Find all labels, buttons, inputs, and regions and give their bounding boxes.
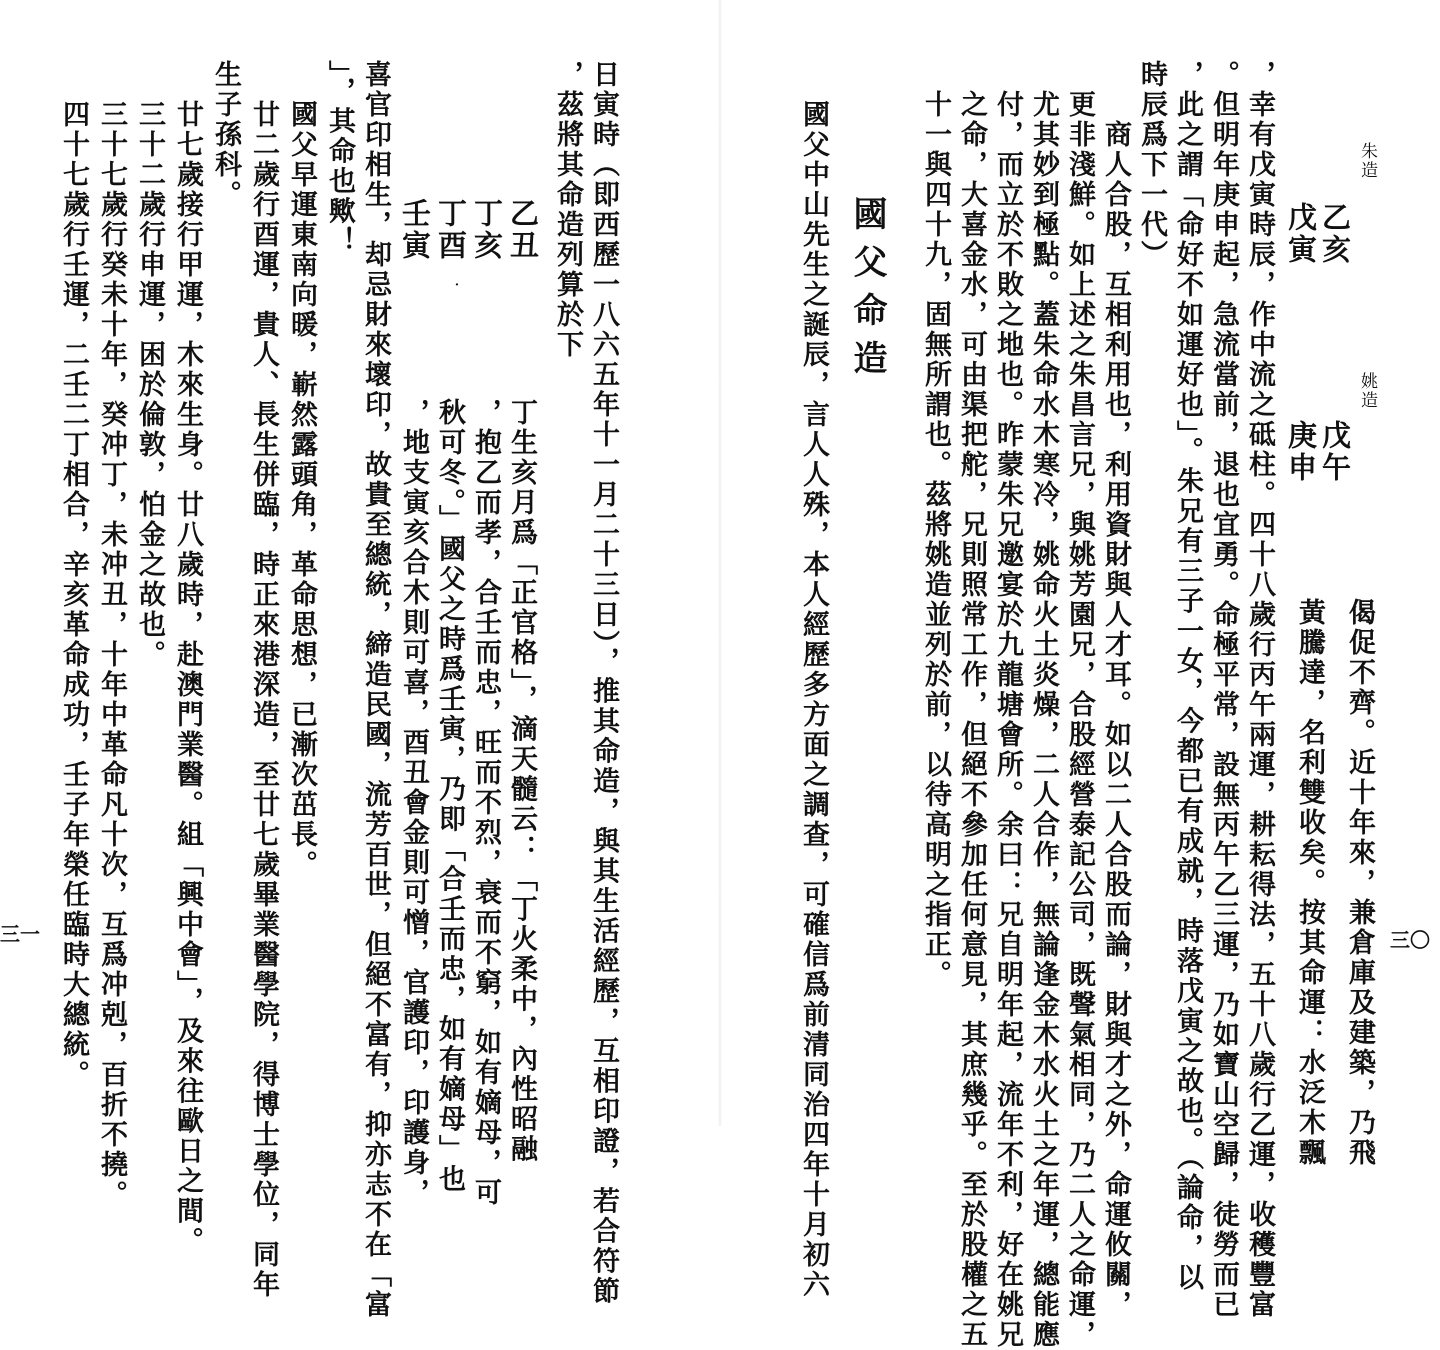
right-paragraph-line: 。但明年庚申起，急流當前，退也宜勇。命極平常，設無丙午乙三運，乃如寶山空歸，徒勞而已 [1208, 60, 1239, 1320]
right-paragraph-line: 時辰爲下一代） [1136, 60, 1167, 270]
right-paragraph-line: 付，而立於不敗之地也。昨蒙朱兄邀宴於九龍塘會所。余曰：兄自明年起，流年不利，好在姚兄 [992, 90, 1023, 1350]
right-paragraph-line: 之命，大喜金水，可由渠把舵，兄則照常工作，但絕不參加任何意見，其庶幾乎。至於股權之五 [956, 90, 987, 1350]
career-line: 三十七歲行癸未十年，癸冲丁，未冲丑，十年中革命凡十次，互爲冲剋，百折不撓。 [96, 100, 127, 1210]
career-line: 廿七歲接行甲運，木來生身。廿八歲時，赴澳門業醫。組「興中會」，及來往歐日之間。 [172, 100, 203, 1257]
career-line: 生子孫科。 [210, 60, 241, 210]
birth-year-pillar: 乙丑 [506, 198, 540, 262]
career-line: 三十二歲行申運，困於倫敦，怕金之故也。 [134, 100, 165, 670]
section-text-line: 國父中山先生之誕辰，言人人殊，本人經歷多方面之調查，可確信爲前清同治四年十月初六 [798, 100, 829, 1300]
page-gutter [718, 0, 722, 1126]
page-number-right: 三〇 [1390, 928, 1430, 952]
analysis-line: 秋可冬。」國父之時爲壬寅，乃即「合壬而忠，如有嫡母」也 [434, 398, 465, 1195]
intro-line: ，茲將其命造列算於下 [552, 60, 583, 360]
career-line: 廿二歲行酉運，貴人、長生併臨，時正來港深造，至廿七歲畢業醫學院，得博士學位，同年 [248, 100, 279, 1300]
page-number-left: 三一 [0, 922, 40, 946]
career-line: 四十七歲行壬運，二壬二丁相合，辛亥革命成功，壬子年榮任臨時大總統。 [58, 100, 89, 1090]
birth-hour-pillar: 壬寅 [398, 198, 432, 262]
yao-hour-pillar: 庚申 [1284, 420, 1318, 484]
right-paragraph-line: 十一與四十九，固無所謂也。茲將姚造並列於前，以待高明之指正。 [920, 90, 951, 990]
analysis-line: 喜官印相生，却忌財來壞印，故貴至總統，締造民國，流芳百世，但絕不富有，抑亦志不在「富 [360, 60, 391, 1320]
right-paragraph-line: 商人合股，互相利用也，利用資財與人才耳。如以二人合股而論，財與才之外，命運攸關， [1100, 120, 1131, 1320]
right-paragraph-line: 更非淺鮮。如上述之朱昌言兄，與姚芳園兄，合股經營泰記公司，既聲氣相同，乃二人之命運， [1064, 90, 1095, 1350]
right-paragraph-line: 偈促不齊。近十年來，兼倉庫及建築，乃飛 [1344, 598, 1375, 1168]
analysis-line: 丁生亥月爲「正官格」，滴天髓云：「丁火柔中，內性昭融 [506, 398, 537, 1165]
section-title: 國父命造 [847, 196, 887, 388]
right-paragraph-line: ，幸有戊寅時辰，作中流之砥柱。四十八歲行丙午兩運，耕耘得法，五十八歲行乙運，收穫豐富 [1244, 60, 1275, 1320]
chart-label-zhu: 朱造 [1357, 142, 1377, 180]
right-paragraph-line: ，此之謂「命好不如運好也」。朱兄有三子一女，今都已有成就，時落戊寅之故也。（論命，以 [1172, 60, 1203, 1293]
right-paragraph-line: 黃騰達，名利雙收矣。按其命運：水泛木飄 [1294, 598, 1325, 1168]
yao-year-pillar: 戊午 [1318, 420, 1352, 484]
pillar-dot: ． [439, 282, 459, 301]
zhu-hour-pillar: 戊寅 [1284, 202, 1318, 266]
chart-label-yao: 姚造 [1357, 372, 1377, 410]
analysis-line: 」，其命也歟！ [324, 60, 355, 257]
analysis-line: ，抱乙而孝，合壬而忠，旺而不烈，衰而不窮，如有嫡母，可 [470, 398, 501, 1208]
birth-day-pillar: 丁酉 [434, 198, 468, 262]
intro-line: 日寅時（即西歷一八六五年十一月二十三日），推其命造，與其生活經歷，互相印證，若合符節 [588, 60, 619, 1307]
zhu-year-pillar: 乙亥 [1318, 202, 1352, 266]
right-paragraph-line: 尤其妙到極點。蓋朱命水木寒冷，姚命火土炎燥，二人合作，無論逢金木水火土之年運，總能應 [1028, 90, 1059, 1350]
analysis-line: ，地支寅亥合木則可喜，酉丑會金則可憎，官護印，印護身， [398, 398, 429, 1208]
birth-month-pillar: 丁亥 [470, 198, 504, 262]
career-line: 國父早運東南向暖，嶄然露頭角，革命思想，已漸次茁長。 [286, 100, 317, 880]
